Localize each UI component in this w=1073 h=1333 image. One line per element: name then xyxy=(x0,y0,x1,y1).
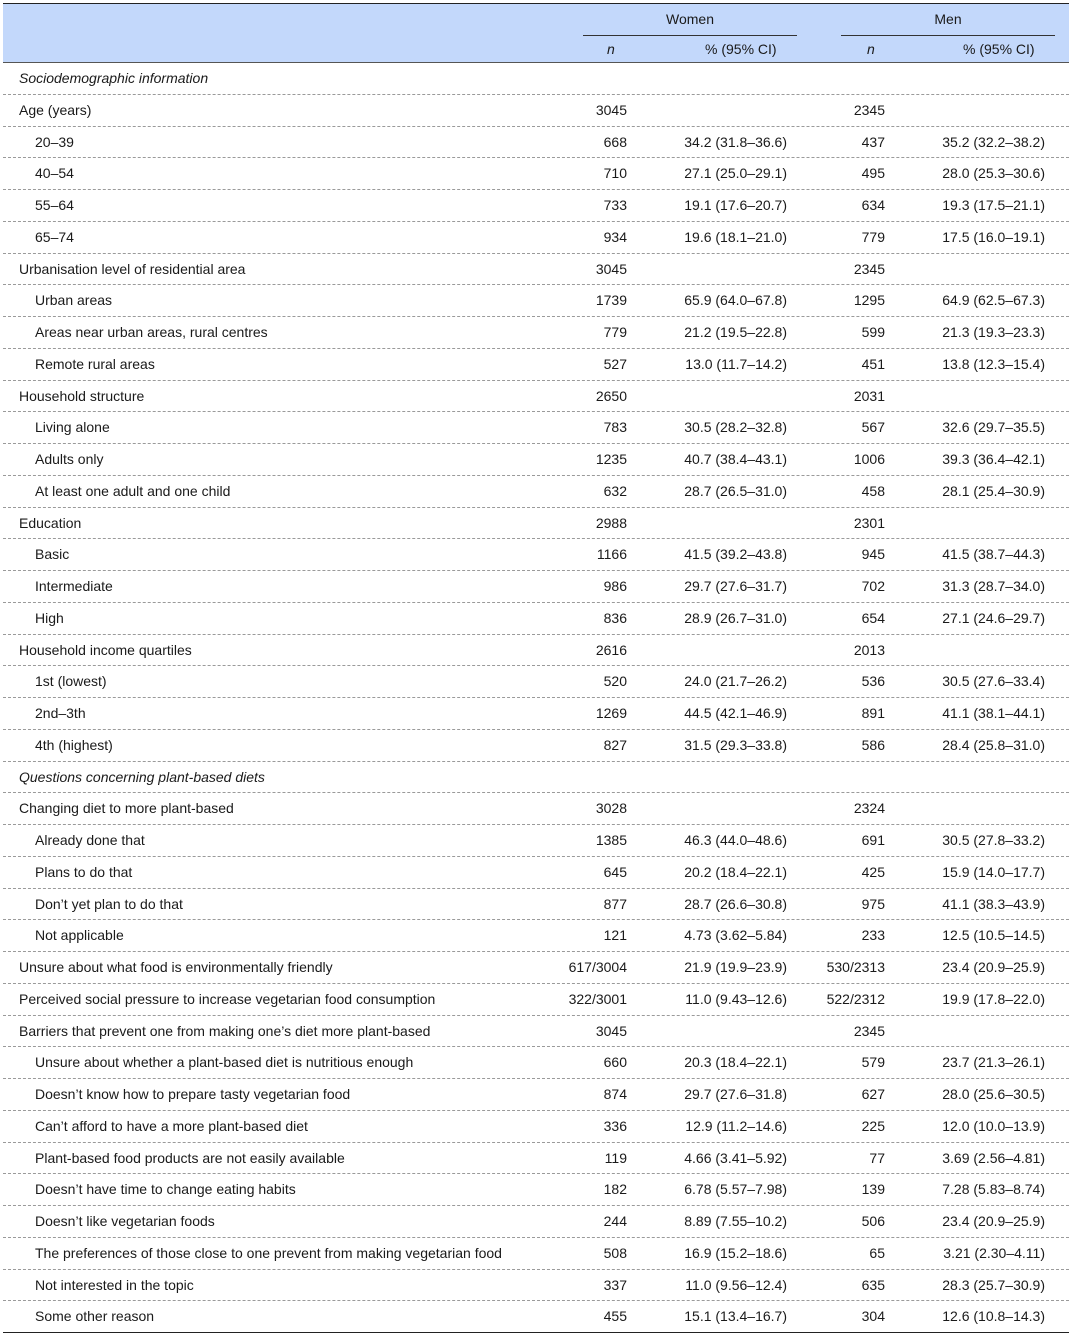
row-label: Plans to do that xyxy=(35,863,133,880)
row-label: Education xyxy=(19,514,82,531)
women-pct-cell: 4.66 (3.41–5.92) xyxy=(684,1149,787,1166)
row-label: 2nd–3th xyxy=(35,705,86,721)
men-n-cell: 567 xyxy=(861,419,885,436)
table-row xyxy=(3,222,1069,254)
men-n-cell: 579 xyxy=(861,1054,885,1071)
table-row xyxy=(3,476,1069,508)
women-n-cell: 322/3001 xyxy=(568,990,627,1007)
men-n-cell: 65 xyxy=(869,1244,885,1261)
men-pct-cell: 12.0 (10.0–13.9) xyxy=(942,1117,1045,1134)
women-n-cell: 1385 xyxy=(595,832,627,848)
row-label: Basic xyxy=(35,546,70,563)
women-n-cell: 182 xyxy=(603,1181,627,1198)
women-n-cell: 779 xyxy=(603,324,627,340)
men-n-header: n xyxy=(867,41,875,57)
table-row xyxy=(3,889,1069,921)
women-pct-cell: 19.6 (18.1–21.0) xyxy=(684,228,787,245)
men-n-cell: 599 xyxy=(861,324,885,340)
table-row xyxy=(3,158,1069,190)
women-n-cell: 3045 xyxy=(595,101,627,118)
women-pct-cell: 15.1 (13.4–16.7) xyxy=(684,1308,787,1325)
men-n-cell: 2345 xyxy=(853,260,885,277)
women-n-cell: 827 xyxy=(603,736,627,753)
men-pct-cell: 7.28 (5.83–8.74) xyxy=(942,1181,1045,1198)
men-n-cell: 536 xyxy=(861,673,885,690)
men-n-cell: 702 xyxy=(861,578,885,594)
men-n-cell: 2324 xyxy=(853,800,885,817)
women-pct-cell: 30.5 (28.2–32.8) xyxy=(684,419,787,436)
women-n-cell: 3045 xyxy=(595,1022,627,1039)
table-row xyxy=(3,1111,1069,1143)
table-row xyxy=(3,95,1069,127)
women-n-cell: 336 xyxy=(603,1117,627,1134)
table-row xyxy=(3,285,1069,317)
table-row xyxy=(3,539,1069,571)
women-pct-cell: 12.9 (11.2–14.6) xyxy=(685,1117,787,1134)
table-row xyxy=(3,444,1069,476)
women-pct-cell: 19.1 (17.6–20.7) xyxy=(684,197,787,213)
men-n-cell: 437 xyxy=(861,133,885,150)
women-n-cell: 2988 xyxy=(595,514,627,531)
women-n-cell: 520 xyxy=(603,673,627,690)
men-n-cell: 2301 xyxy=(853,514,885,531)
table-row xyxy=(3,571,1069,603)
women-n-cell: 668 xyxy=(603,133,627,150)
women-n-cell: 660 xyxy=(603,1054,627,1071)
women-pct-cell: 21.9 (19.9–23.9) xyxy=(684,959,787,975)
row-label: Questions concerning plant-based diets xyxy=(19,768,265,785)
men-pct-cell: 31.3 (28.7–34.0) xyxy=(942,578,1045,594)
men-n-cell: 506 xyxy=(861,1213,885,1229)
row-label: Doesn’t know how to prepare tasty vegetarian food xyxy=(35,1086,351,1102)
women-pct-cell: 11.0 (9.56–12.4) xyxy=(685,1276,787,1293)
men-n-cell: 779 xyxy=(861,228,885,245)
women-pct-cell: 16.9 (15.2–18.6) xyxy=(684,1244,787,1261)
women-n-cell: 934 xyxy=(603,228,627,245)
women-pct-cell: 28.7 (26.5–31.0) xyxy=(684,482,787,499)
row-label: Not interested in the topic xyxy=(35,1276,194,1293)
row-label: At least one adult and one child xyxy=(35,482,231,499)
men-pct-cell: 17.5 (16.0–19.1) xyxy=(942,228,1045,245)
row-label: Adults only xyxy=(35,451,104,467)
women-n-cell: 1235 xyxy=(595,451,627,467)
women-n-cell: 527 xyxy=(603,355,627,372)
men-n-cell: 530/2313 xyxy=(826,959,885,975)
men-pct-cell: 39.3 (36.4–42.1) xyxy=(942,451,1045,467)
women-n-cell: 783 xyxy=(603,419,627,436)
men-pct-cell: 30.5 (27.6–33.4) xyxy=(942,673,1045,690)
table-row xyxy=(3,1079,1069,1111)
women-pct-cell: 21.2 (19.5–22.8) xyxy=(684,324,787,340)
men-n-cell: 522/2312 xyxy=(826,990,885,1007)
men-pct-cell: 64.9 (62.5–67.3) xyxy=(942,292,1045,309)
women-pct-cell: 11.0 (9.43–12.6) xyxy=(685,990,787,1007)
men-pct-cell: 13.8 (12.3–15.4) xyxy=(942,355,1045,372)
men-pct-cell: 28.4 (25.8–31.0) xyxy=(942,736,1045,753)
women-pct-header: % (95% CI) xyxy=(705,41,777,57)
men-n-cell: 495 xyxy=(861,165,885,182)
men-n-cell: 1295 xyxy=(853,292,885,309)
table-row xyxy=(3,603,1069,635)
men-n-cell: 635 xyxy=(861,1276,885,1293)
row-label: Intermediate xyxy=(35,578,113,594)
women-n-cell: 617/3004 xyxy=(568,959,627,975)
table-row xyxy=(3,317,1069,349)
table-row xyxy=(3,984,1069,1016)
men-pct-cell: 41.1 (38.3–43.9) xyxy=(942,895,1045,912)
women-pct-cell: 20.2 (18.4–22.1) xyxy=(684,863,787,880)
men-underline xyxy=(841,35,1055,36)
row-label: Don’t yet plan to do that xyxy=(35,895,183,912)
men-n-cell: 225 xyxy=(861,1117,885,1134)
men-n-cell: 691 xyxy=(861,832,885,848)
row-label: 20–39 xyxy=(35,133,74,150)
women-n-cell: 645 xyxy=(603,863,627,880)
women-n-cell: 836 xyxy=(603,609,627,626)
table-row xyxy=(3,1270,1069,1302)
row-label: Doesn’t have time to change eating habits xyxy=(35,1181,296,1198)
women-n-cell: 337 xyxy=(603,1276,627,1293)
row-label: 40–54 xyxy=(35,165,74,182)
row-label: Urban areas xyxy=(35,292,113,309)
row-label: 1st (lowest) xyxy=(35,673,107,690)
table-row xyxy=(3,635,1069,667)
table-row xyxy=(3,1143,1069,1175)
row-label: Unsure about what food is environmentally friendly xyxy=(19,959,333,975)
table-row xyxy=(3,1016,1069,1048)
men-pct-cell: 12.6 (10.8–14.3) xyxy=(942,1308,1045,1325)
row-label: Remote rural areas xyxy=(35,355,155,372)
men-pct-cell: 35.2 (32.2–38.2) xyxy=(942,133,1045,150)
table-row xyxy=(3,381,1069,413)
men-pct-cell: 27.1 (24.6–29.7) xyxy=(942,609,1045,626)
table-header xyxy=(3,3,1069,63)
row-label: 65–74 xyxy=(35,228,74,245)
men-pct-cell: 41.5 (38.7–44.3) xyxy=(942,546,1045,563)
table-row xyxy=(3,412,1069,444)
women-n-cell: 874 xyxy=(603,1086,627,1102)
women-n-cell: 1166 xyxy=(596,546,627,563)
women-pct-cell: 40.7 (38.4–43.1) xyxy=(684,451,787,467)
women-pct-cell: 24.0 (21.7–26.2) xyxy=(684,673,787,690)
men-pct-cell: 41.1 (38.1–44.1) xyxy=(942,705,1045,721)
women-n-cell: 1269 xyxy=(595,705,627,721)
row-label: Barriers that prevent one from making one’s diet more plant-based xyxy=(19,1022,431,1039)
men-pct-cell: 23.7 (21.3–26.1) xyxy=(942,1054,1045,1071)
men-pct-cell: 28.3 (25.7–30.9) xyxy=(942,1276,1045,1293)
row-label: Age (years) xyxy=(19,101,92,118)
table-row xyxy=(3,1174,1069,1206)
table-row xyxy=(3,920,1069,952)
row-label: Areas near urban areas, rural centres xyxy=(35,324,268,340)
row-label: Sociodemographic information xyxy=(19,70,209,86)
men-pct-cell: 28.0 (25.3–30.6) xyxy=(942,165,1045,182)
row-label: Can’t afford to have a more plant-based diet xyxy=(35,1117,308,1134)
row-label: High xyxy=(35,609,64,626)
row-label: Some other reason xyxy=(35,1308,155,1325)
men-header: Men xyxy=(934,11,962,27)
men-pct-cell: 30.5 (27.8–33.2) xyxy=(942,832,1045,848)
table-row xyxy=(3,666,1069,698)
row-label: Urbanisation level of residential area xyxy=(19,260,246,277)
women-n-cell: 710 xyxy=(603,165,627,182)
table-row xyxy=(3,1238,1069,1270)
men-n-cell: 304 xyxy=(861,1308,885,1325)
row-label: The preferences of those close to one prevent from making vegetarian food xyxy=(35,1244,502,1261)
women-pct-cell: 20.3 (18.4–22.1) xyxy=(684,1054,787,1071)
table-row xyxy=(3,1206,1069,1238)
table-row xyxy=(3,730,1069,762)
table-row xyxy=(3,952,1069,984)
row-label: 4th (highest) xyxy=(35,736,113,753)
table-row xyxy=(3,698,1069,730)
men-pct-header: % (95% CI) xyxy=(963,41,1035,57)
men-n-cell: 891 xyxy=(861,705,885,721)
men-pct-cell: 23.4 (20.9–25.9) xyxy=(942,1213,1045,1229)
men-n-cell: 451 xyxy=(861,355,885,372)
men-n-cell: 586 xyxy=(861,736,885,753)
women-pct-cell: 28.9 (26.7–31.0) xyxy=(684,609,787,626)
women-underline xyxy=(583,35,797,36)
men-n-cell: 77 xyxy=(869,1149,885,1166)
women-n-cell: 2616 xyxy=(595,641,627,658)
men-n-cell: 2013 xyxy=(853,641,885,658)
women-n-cell: 877 xyxy=(603,895,627,912)
men-pct-cell: 3.21 (2.30–4.11) xyxy=(943,1244,1045,1261)
men-pct-cell: 19.9 (17.8–22.0) xyxy=(942,990,1045,1007)
men-n-cell: 233 xyxy=(861,927,885,944)
row-label: Already done that xyxy=(35,832,145,848)
women-n-cell: 3028 xyxy=(595,800,627,817)
women-n-cell: 2650 xyxy=(595,387,627,404)
men-pct-cell: 32.6 (29.7–35.5) xyxy=(942,419,1045,436)
women-n-cell: 508 xyxy=(603,1244,627,1261)
men-n-cell: 425 xyxy=(861,863,885,880)
table-row xyxy=(3,1047,1069,1079)
men-pct-cell: 28.1 (25.4–30.9) xyxy=(942,482,1045,499)
women-header: Women xyxy=(666,11,714,27)
men-pct-cell: 3.69 (2.56–4.81) xyxy=(942,1149,1045,1166)
row-label: Not applicable xyxy=(35,927,124,944)
men-pct-cell: 21.3 (19.3–23.3) xyxy=(942,324,1045,340)
section-row xyxy=(3,762,1069,794)
table-row xyxy=(3,190,1069,222)
row-label: Living alone xyxy=(35,419,110,436)
women-pct-cell: 29.7 (27.6–31.8) xyxy=(684,1086,787,1102)
table-row xyxy=(3,857,1069,889)
data-table xyxy=(3,3,1069,1333)
table-row xyxy=(3,508,1069,540)
women-pct-cell: 41.5 (39.2–43.8) xyxy=(684,546,787,563)
women-pct-cell: 31.5 (29.3–33.8) xyxy=(684,736,787,753)
men-n-cell: 975 xyxy=(861,895,885,912)
women-pct-cell: 27.1 (25.0–29.1) xyxy=(684,165,787,182)
women-n-cell: 3045 xyxy=(595,260,627,277)
men-n-cell: 1006 xyxy=(853,451,885,467)
men-n-cell: 139 xyxy=(861,1181,885,1198)
table-row xyxy=(3,254,1069,286)
table-row xyxy=(3,793,1069,825)
men-pct-cell: 15.9 (14.0–17.7) xyxy=(942,863,1045,880)
women-pct-cell: 8.89 (7.55–10.2) xyxy=(684,1213,787,1229)
section-row xyxy=(3,63,1069,95)
row-label: Plant-based food products are not easily available xyxy=(35,1149,345,1166)
women-n-cell: 733 xyxy=(603,197,627,213)
women-n-cell: 986 xyxy=(603,578,627,594)
row-label: Household income quartiles xyxy=(19,641,192,658)
men-n-cell: 2345 xyxy=(853,101,885,118)
men-n-cell: 2031 xyxy=(853,387,885,404)
women-n-cell: 1739 xyxy=(595,292,627,309)
women-n-cell: 244 xyxy=(603,1213,627,1229)
men-n-cell: 945 xyxy=(861,546,885,563)
women-n-cell: 455 xyxy=(603,1308,627,1325)
men-n-cell: 458 xyxy=(861,482,885,499)
table-row xyxy=(3,127,1069,159)
row-label: Perceived social pressure to increase vegetarian food consumption xyxy=(19,990,436,1007)
women-n-header: n xyxy=(607,41,615,57)
table-row xyxy=(3,349,1069,381)
women-n-cell: 119 xyxy=(604,1149,627,1166)
men-n-cell: 2345 xyxy=(853,1022,885,1039)
men-n-cell: 634 xyxy=(861,197,885,213)
women-pct-cell: 34.2 (31.8–36.6) xyxy=(684,133,787,150)
women-pct-cell: 4.73 (3.62–5.84) xyxy=(684,927,787,944)
row-label: Changing diet to more plant-based xyxy=(19,800,234,817)
men-pct-cell: 28.0 (25.6–30.5) xyxy=(942,1086,1045,1102)
men-pct-cell: 12.5 (10.5–14.5) xyxy=(942,927,1045,944)
women-pct-cell: 46.3 (44.0–48.6) xyxy=(684,832,787,848)
row-label: Unsure about whether a plant-based diet is nutritious enough xyxy=(35,1054,414,1071)
table-row xyxy=(3,825,1069,857)
women-pct-cell: 6.78 (5.57–7.98) xyxy=(684,1181,787,1198)
women-n-cell: 121 xyxy=(603,927,627,944)
row-label: 55–64 xyxy=(35,197,74,213)
women-pct-cell: 28.7 (26.6–30.8) xyxy=(684,895,787,912)
women-pct-cell: 13.0 (11.7–14.2) xyxy=(685,355,787,372)
women-pct-cell: 29.7 (27.6–31.7) xyxy=(684,578,787,594)
men-n-cell: 654 xyxy=(861,609,885,626)
women-n-cell: 632 xyxy=(603,482,627,499)
row-label: Doesn’t like vegetarian foods xyxy=(35,1213,215,1229)
table-body xyxy=(3,63,1069,1333)
men-n-cell: 627 xyxy=(861,1086,885,1102)
women-pct-cell: 65.9 (64.0–67.8) xyxy=(684,292,787,309)
row-label: Household structure xyxy=(19,387,145,404)
men-pct-cell: 23.4 (20.9–25.9) xyxy=(942,959,1045,975)
women-pct-cell: 44.5 (42.1–46.9) xyxy=(684,705,787,721)
table-row xyxy=(3,1301,1069,1333)
men-pct-cell: 19.3 (17.5–21.1) xyxy=(942,197,1045,213)
